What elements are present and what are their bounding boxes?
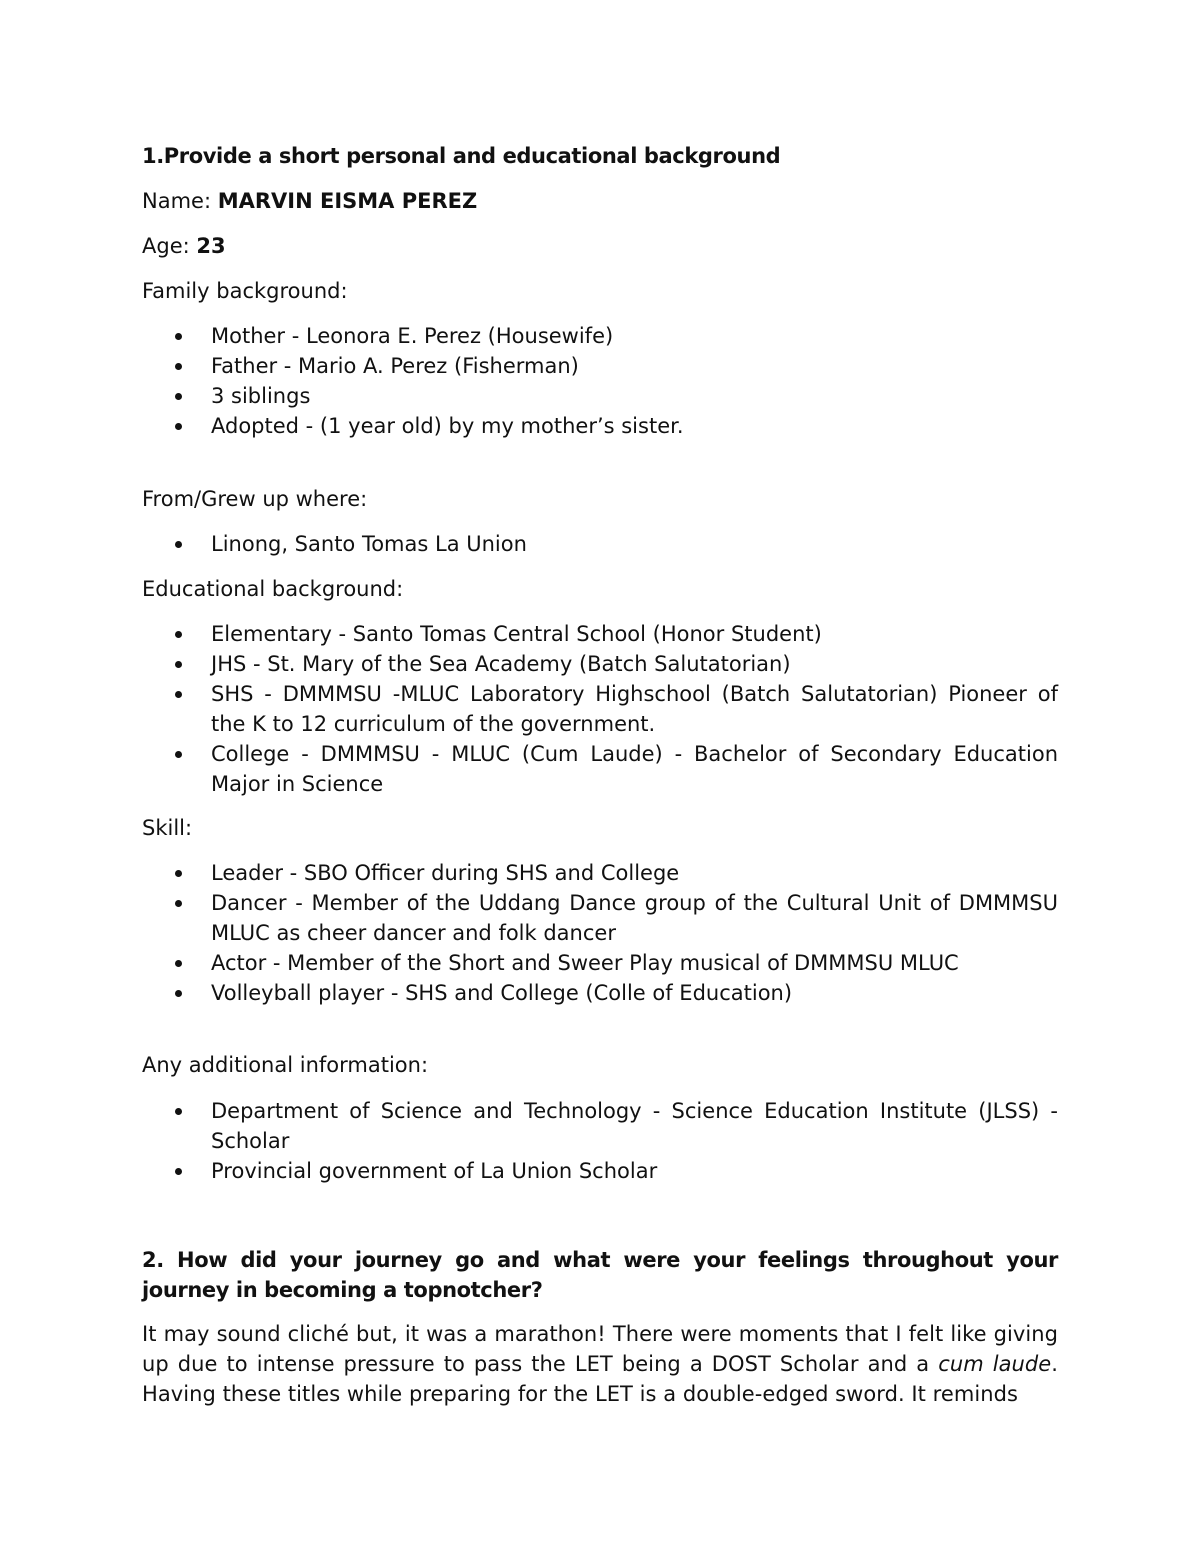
additional-list xyxy=(142,1096,1058,1186)
education-label: Educational background: xyxy=(142,577,404,601)
list-item: Linong, Santo Tomas La Union xyxy=(142,529,1058,559)
list-item: 3 siblings xyxy=(142,381,1058,411)
question-2-heading: 2. How did your journey go and what were your feelings throughout your journey in becoming a topnotcher? xyxy=(142,1248,1058,1302)
from-label: From/Grew up where: xyxy=(142,487,368,511)
from-list xyxy=(142,529,1058,559)
answer-paragraph: It may sound cliché but, it was a marathon! There were moments that I felt like giving up due to intense pressure to pass the LET being a DOST Scholar and a cum laude. Having these titles while preparing for the LET is a double-edged sword. It reminds xyxy=(142,1322,1058,1406)
family-list xyxy=(142,321,1058,441)
list-item: Elementary - Santo Tomas Central School (Honor Student) xyxy=(142,619,1058,649)
italic-term: cum laude xyxy=(938,1352,1052,1376)
name-value: MARVIN EISMA PEREZ xyxy=(217,189,478,213)
list-item: Mother - Leonora E. Perez (Housewife) xyxy=(142,321,1058,351)
name-line: Name: MARVIN EISMA PEREZ xyxy=(142,189,478,213)
list-item: Volleyball player - SHS and College (Colle of Education) xyxy=(142,978,1058,1008)
family-label: Family background: xyxy=(142,279,348,303)
list-item: JHS - St. Mary of the Sea Academy (Batch Salutatorian) xyxy=(142,649,1058,679)
skill-list xyxy=(142,858,1058,1008)
age-value: 23 xyxy=(196,234,226,258)
list-item: Adopted - (1 year old) by my mother’s sister. xyxy=(142,411,1058,441)
age-line: Age: 23 xyxy=(142,234,226,258)
list-item: Father - Mario A. Perez (Fisherman) xyxy=(142,351,1058,381)
list-item: Provincial government of La Union Scholar xyxy=(142,1156,1058,1186)
question-1-heading: 1.Provide a short personal and educational background xyxy=(142,144,781,168)
list-item: College - DMMMSU - MLUC (Cum Laude) - Bachelor of Secondary Education Major in Science xyxy=(142,739,1058,799)
education-list xyxy=(142,619,1058,799)
skill-label: Skill: xyxy=(142,816,193,840)
list-item: Department of Science and Technology - Science Education Institute (JLSS) - Scholar xyxy=(142,1096,1058,1156)
additional-label: Any additional information: xyxy=(142,1053,429,1077)
list-item: Dancer - Member of the Uddang Dance group of the Cultural Unit of DMMMSU MLUC as cheer dancer and folk dancer xyxy=(142,888,1058,948)
list-item: Actor - Member of the Short and Sweer Play musical of DMMMSU MLUC xyxy=(142,948,1058,978)
list-item: Leader - SBO Officer during SHS and College xyxy=(142,858,1058,888)
list-item: SHS - DMMMSU -MLUC Laboratory Highschool (Batch Salutatorian) Pioneer of the K to 12 curriculum of the government. xyxy=(142,679,1058,739)
